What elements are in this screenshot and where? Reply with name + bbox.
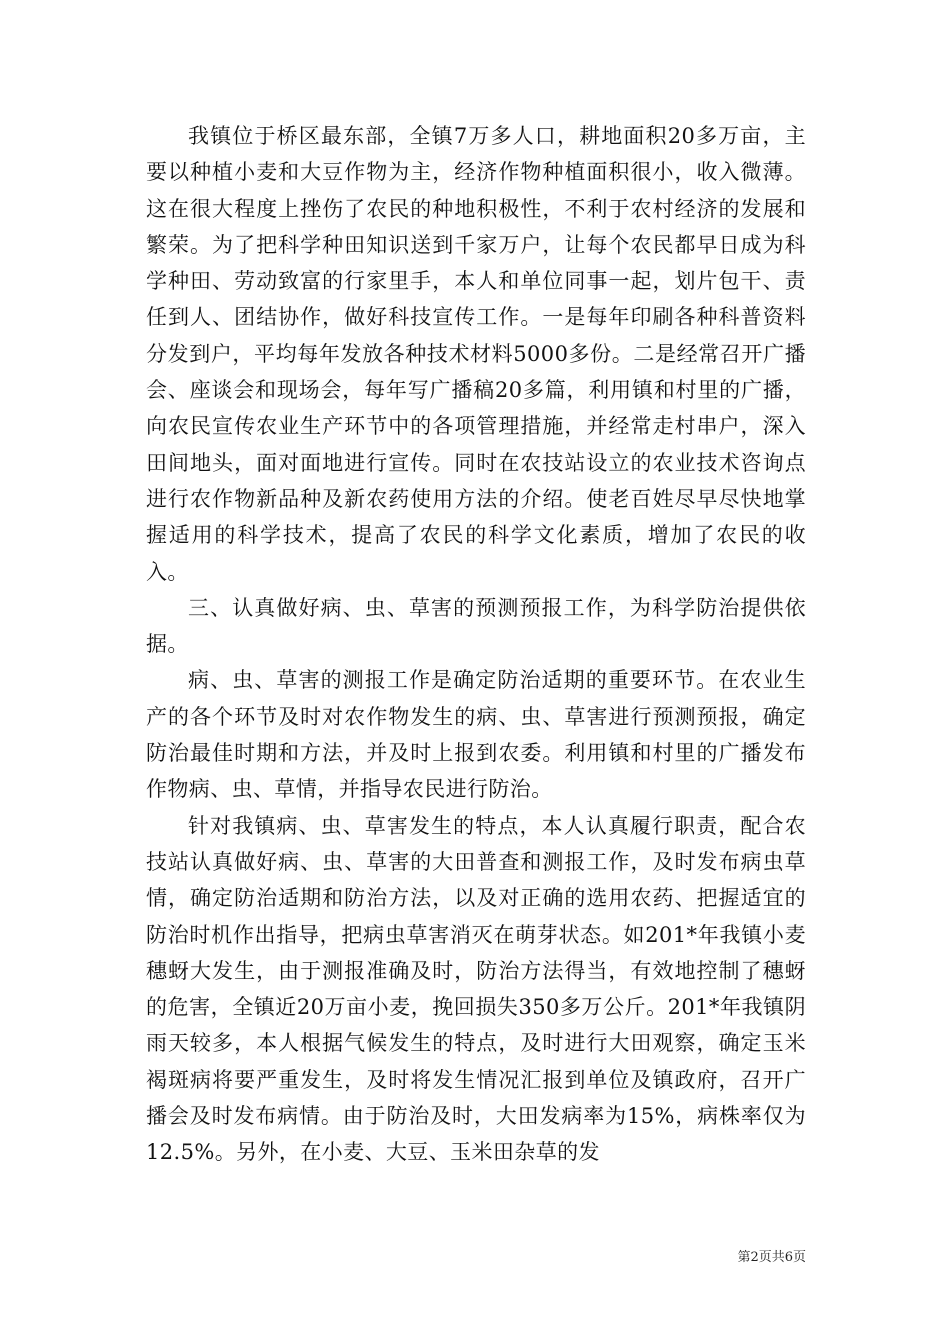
paragraph-tech-promotion: 我镇位于桥区最东部，全镇7万多人口，耕地面积20多万亩，主要以种植小麦和大豆作物为主，经济作物种植面积很小，收入微薄。这在很大程度上挫伤了农民的种地积极性，不利于农村经济的发展和繁荣。为了把科学种田知识送到千家万户，让每个农民都早日成为科学种田、劳动致富的行家里手，本人和单位同事一起，划片包干、责任到人、团结协作，做好科技宣传工作。一是每年印刷各种科普资料分发到户，平均每年发放各种技术材料5000多份。二是经常召开广播会、座谈会和现场会，每年写广播稿20多篇，利用镇和村里的广播，向农民宣传农业生产环节中的各项管理措施，并经常走村串户，深入田间地头，面对面地进行宣传。同时在农技站设立的农业技术咨询点进行农作物新品种及新农药使用方法的介绍。使老百姓尽早尽快地掌握适用的科学技术，提高了农民的科学文化素质，增加了农民的收入。 — [146, 124, 806, 584]
page-number-footer: 第2页共6页 — [737, 1250, 806, 1265]
section-heading-pest-forecast: 三、认真做好病、虫、草害的预测预报工作，为科学防治提供依据。 — [146, 595, 806, 657]
paragraph-pest-control-results: 针对我镇病、虫、草害发生的特点，本人认真履行职责，配合农技站认真做好病、虫、草害的大田普查和测报工作，及时发布病虫草情，确定防治适期和防治方法，以及对正确的选用农药、把握适宜的防治时机作出指导，把病虫草害消灭在萌芽状态。如201*年我镇小麦穗蚜大发生，由于测报准确及时，防治方法得当，有效地控制了穗蚜的危害，全镇近20万亩小麦，挽回损失350多万公斤。201*年我镇阴雨天较多，本人根据气候发生的特点，及时进行大田观察，确定玉米褐斑病将要严重发生，及时将发生情况汇报到单位及镇政府，召开广播会及时发布病情。由于防治及时，大田发病率为15%，病株率仅为12.5%。另外，在小麦、大豆、玉米田杂草的发 — [146, 813, 806, 1165]
document-body — [146, 118, 806, 1171]
paragraph-forecast-importance: 病、虫、草害的测报工作是确定防治适期的重要环节。在农业生产的各个环节及时对农作物发生的病、虫、草害进行预测预报，确定防治最佳时期和方法，并及时上报到农委。利用镇和村里的广播发布作物病、虫、草情，并指导农民进行防治。 — [146, 668, 806, 802]
